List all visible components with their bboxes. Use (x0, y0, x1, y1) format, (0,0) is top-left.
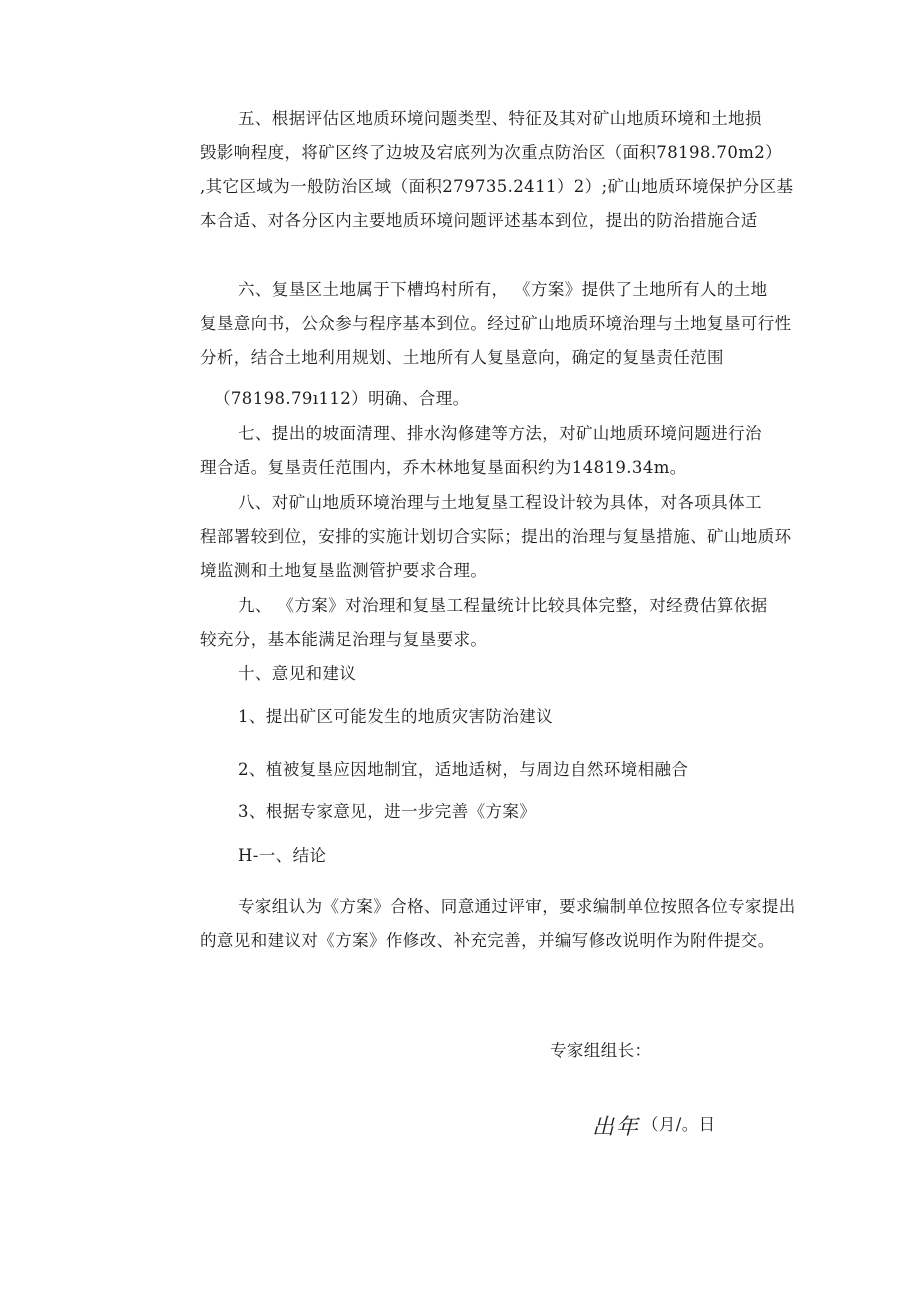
conclusion-line-2: 的意见和建议对《方案》作修改、补充完善，并编写修改说明作为附件提交。 (200, 931, 775, 950)
section-10-heading: 十、意见和建议 (238, 664, 357, 683)
paragraph-6-line-4: （78198.79ı112）明确、合理。 (214, 389, 470, 408)
suggestion-item-3: 3、根据专家意见，进一步完善《方案》 (238, 802, 537, 821)
section-11-heading: H-一、结论 (238, 846, 327, 865)
paragraph-9-line-2: 较充分，基本能满足治理与复垦要求。 (200, 630, 488, 649)
paragraph-6-line-1: 六、复垦区土地属于下槽坞村所有， 《方案》提供了土地所有人的土地 (238, 280, 768, 299)
paragraph-8-line-2: 程部署较到位，安排的实施计划切合实际；提出的治理与复垦措施、矿山地质环 (200, 527, 792, 546)
signature-label: 专家组组长： (550, 1041, 652, 1060)
paragraph-9-line-1: 九、 《方案》对治理和复垦工程量统计比较具体完整，对经费估算依据 (238, 596, 768, 615)
paragraph-7-line-2: 理合适。复垦责任范围内，乔木林地复垦面积约为14819.34m。 (200, 458, 687, 477)
paragraph-5-line-3: ,其它区域为一般防治区域（面积279735.2411）2）;矿山地质环境保护分区基 (200, 177, 794, 196)
signature-date: （月/。日 (642, 1115, 716, 1134)
suggestion-item-1: 1、提出矿区可能发生的地质灾害防治建议 (238, 707, 554, 726)
conclusion-line-1: 专家组认为《方案》合格、同意通过评审，要求编制单位按照各位专家提出 (238, 897, 796, 916)
paragraph-5-line-4: 本合适、对各分区内主要地质环境问题评述基本到位，提出的防治措施合适 (200, 211, 758, 230)
paragraph-5-line-2: 毁影响程度，将矿区终了边坡及宕底列为次重点防治区（面积78198.70m2） (200, 143, 783, 162)
paragraph-8-line-3: 境监测和土地复垦监测管护要求合理。 (200, 561, 488, 580)
paragraph-5-line-1: 五、根据评估区地质环境问题类型、特征及其对矿山地质环境和土地损 (238, 109, 762, 128)
paragraph-6-line-3: 分析，结合土地利用规划、土地所有人复垦意向，确定的复垦责任范围 (200, 348, 724, 367)
paragraph-6-line-2: 复垦意向书，公众参与程序基本到位。经过矿山地质环境治理与土地复垦可行性 (200, 314, 792, 333)
paragraph-8-line-1: 八、对矿山地质环境治理与土地复垦工程设计较为具体，对各项具体工 (238, 493, 762, 512)
suggestion-item-2: 2、植被复垦应因地制宜，适地适树，与周边自然环境相融合 (238, 760, 689, 779)
handwritten-signature: 出年 (592, 1115, 641, 1140)
paragraph-7-line-1: 七、提出的坡面清理、排水沟修建等方法，对矿山地质环境问题进行治 (238, 424, 762, 443)
